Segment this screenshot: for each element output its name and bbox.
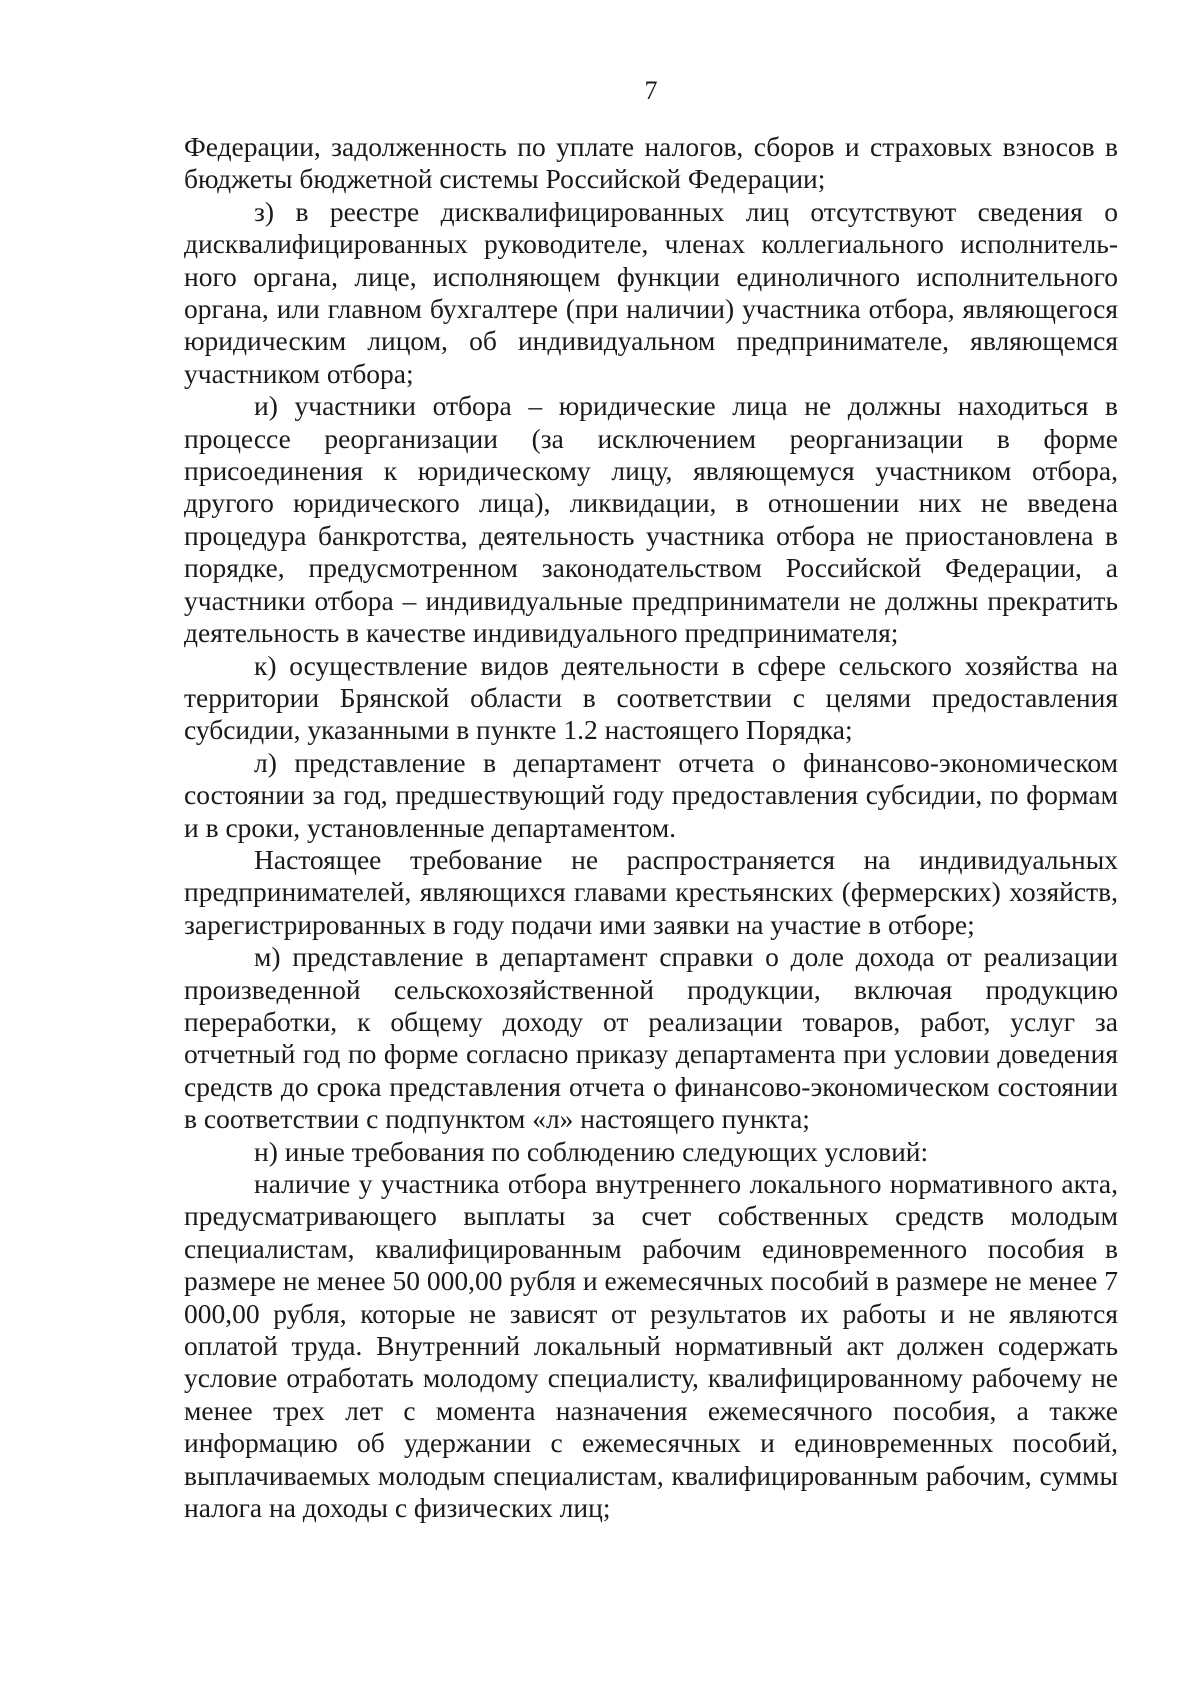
paragraph-item-n: н) иные требования по соблюдению следующих условий: xyxy=(254,1135,929,1167)
paragraph-item-m: м) представление в департамент справки о доле дохода от реализации произведенной сельскохозяйственной продукции, включая продукцию переработки, к общему доходу от реализации товаров, работ, услуг за отчетный год по форме согласно приказу департамента при условии доведения средств до срока представления отчета о финансово-экономическом состоянии в соответствии с подпунктом «л» настоящего пункта; xyxy=(184,941,1118,1135)
paragraph-continuation: Федерации, задолженность по уплате налогов, сборов и страховых взносов в бюджеты бюджетной системы Российской Федерации; xyxy=(184,131,1118,195)
paragraph-note: Настоящее требование не распространяется на индивидуальных предпринимателей, являющихся главами крестьянских (фермерских) хозяйств, зарегистрированных в году подачи ими заявки на участие в отборе; xyxy=(184,843,1118,940)
document-body xyxy=(184,131,1118,1524)
page-number: 7 xyxy=(644,76,658,105)
paragraph-item-z: з) в реестре дисквалифицированных лиц отсутствуют сведения о дисквалифицированных руководителе, членах коллегиального исполнительного органа, лице, исполняющем функции единоличного исполнительного органа, или главном бухгалтере (при наличии) участника отбора, являющегося юридическим лицом, об индивидуальном предпринимателе, являющемся участником отбора; xyxy=(184,195,1118,389)
paragraph-item-i: и) участники отбора – юридические лица не должны находиться в процессе реорганизации (за исключением реорганизации в форме присоединения к юридическому лицу, являющемуся участником отбора, другого юридического лица), ликвидации, в отношении них не введена процедура банкротства, деятельность участника отбора не приостановлена в порядке, предусмотренном законодательством Российской Федерации, а участники отбора – индивидуальные предприниматели не должны прекратить деятельность в качестве индивидуального предпринимателя; xyxy=(184,390,1118,649)
paragraph-item-l: л) представление в департамент отчета о финансово-экономическом состоянии за год, предшествующий году предоставления субсидии, по формам и в сроки, установленные департаментом. xyxy=(184,746,1118,843)
paragraph-item-k: к) осуществление видов деятельности в сфере сельского хозяйства на территории Брянской области в соответствии с целями предоставления субсидии, указанными в пункте 1.2 настоящего Порядка; xyxy=(184,649,1118,746)
paragraph-condition: наличие у участника отбора внутреннего локального нормативного акта, предусматривающего выплаты за счет собственных средств молодым специалистам, квалифицированным рабочим единовременного пособия в размере не менее 50 000,00 рубля и ежемесячных пособий в размере не менее 7 000,00 рубля, которые не зависят от результатов их работы и не являются оплатой труда. Внутренний локальный нормативный акт должен содержать условие отработать молодому специалисту, квалифицированному рабочему не менее трех лет с момента назначения ежемесячного пособия, а также информацию об удержании с ежемесячных и единовременных пособий, выплачиваемых молодым специалистам, квалифицированным рабочим, суммы налога на доходы с физических лиц; xyxy=(184,1168,1118,1524)
